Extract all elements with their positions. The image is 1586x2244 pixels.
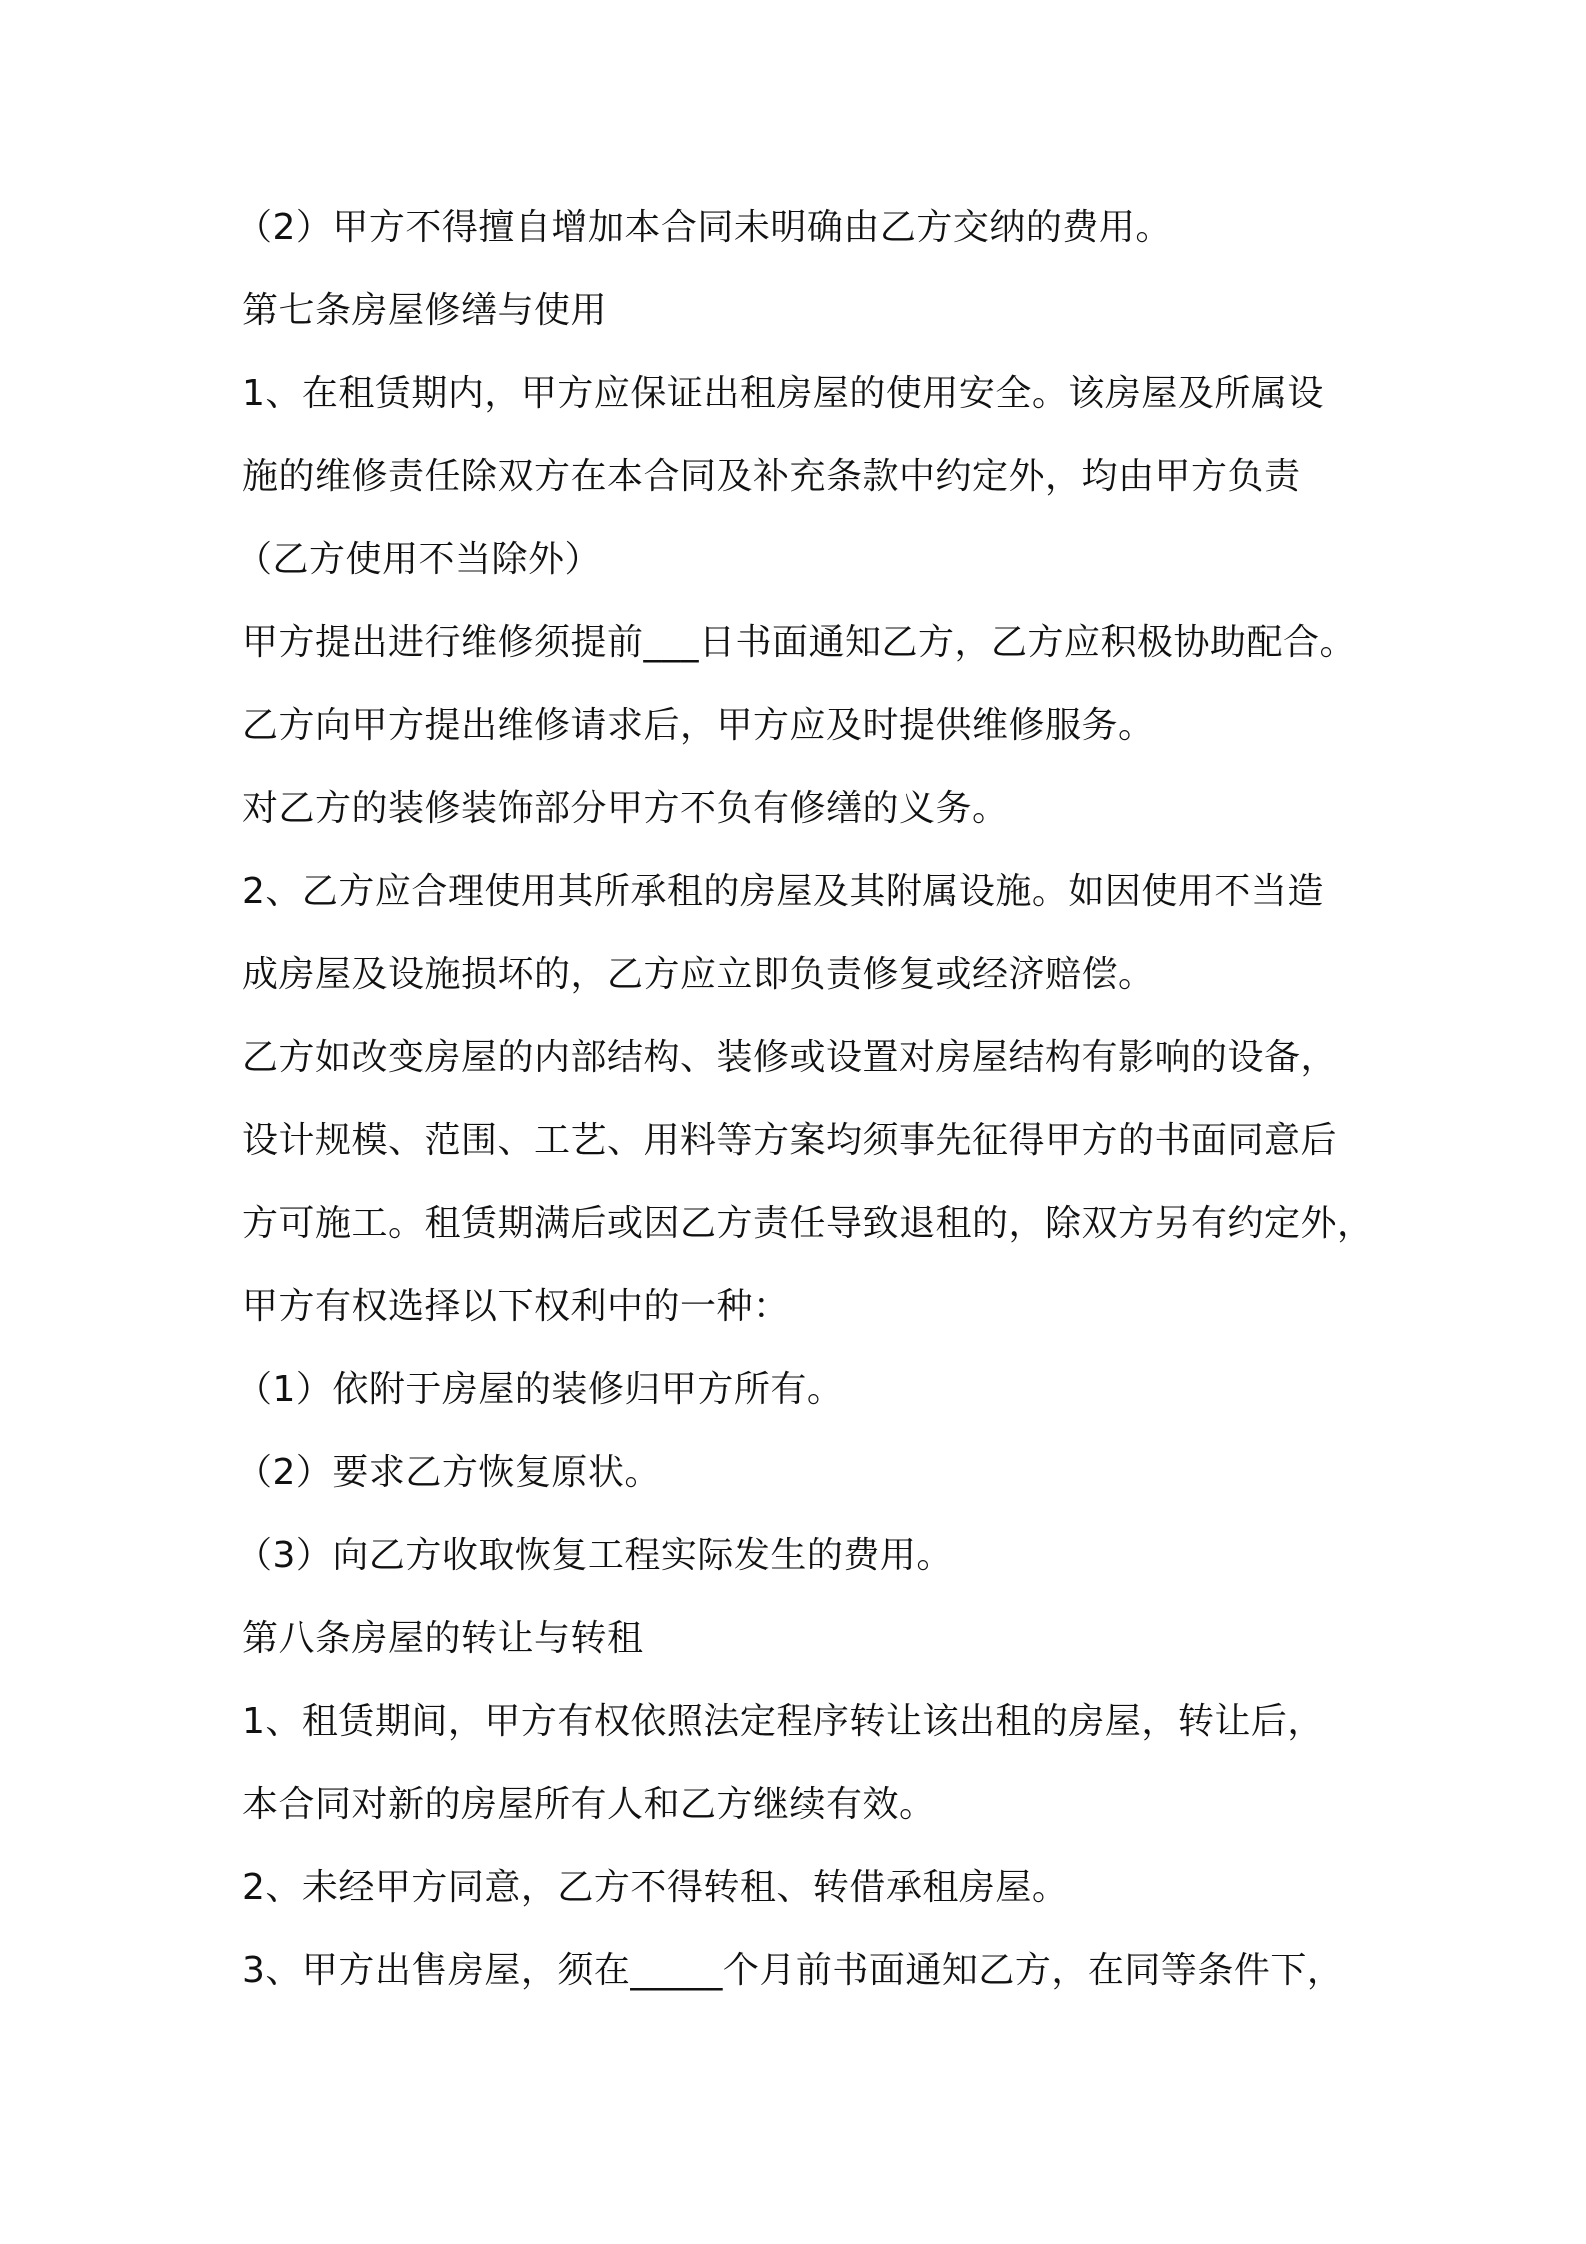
article-7-item-2-line-1: 2、乙方应合理使用其所承租的房屋及其附属设施。如因使用不当造: [242, 871, 1324, 912]
article-7-option-1: （1）依附于房屋的装修归甲方所有。: [236, 1369, 844, 1410]
article-8-item-1-line-2: 本合同对新的房屋所有人和乙方继续有效。: [242, 1784, 936, 1825]
article-7-heading: 第七条房屋修缮与使用: [242, 290, 608, 331]
article-7-decoration-note: 对乙方的装修装饰部分甲方不负有修缮的义务。: [242, 788, 1009, 829]
article-7-structure-line-3: 方可施工。租赁期满后或因乙方责任导致退租的，除双方另有约定外，: [242, 1203, 1374, 1244]
clause-6-item-2: （2）甲方不得擅自增加本合同未明确由乙方交纳的费用。: [236, 207, 1172, 248]
article-7-option-2: （2）要求乙方恢复原状。: [236, 1452, 661, 1493]
article-8-item-3: 3、甲方出售房屋，须在_____个月前书面通知乙方，在同等条件下，: [242, 1950, 1344, 1991]
article-8-heading: 第八条房屋的转让与转租: [242, 1618, 644, 1659]
article-7-repair-request: 乙方向甲方提出维修请求后，甲方应及时提供维修服务。: [242, 705, 1155, 746]
article-7-item-1-line-3: （乙方使用不当除外）: [236, 539, 602, 580]
article-7-option-3: （3）向乙方收取恢复工程实际发生的费用。: [236, 1535, 953, 1576]
article-7-structure-line-4: 甲方有权选择以下权利中的一种：: [242, 1286, 790, 1327]
article-7-item-1-line-2: 施的维修责任除双方在本合同及补充条款中约定外，均由甲方负责: [242, 456, 1301, 497]
article-7-structure-line-2: 设计规模、范围、工艺、用料等方案均须事先征得甲方的书面同意后: [242, 1120, 1338, 1161]
article-7-repair-notice: 甲方提出进行维修须提前___日书面通知乙方，乙方应积极协助配合。: [242, 622, 1357, 663]
article-7-item-1-line-1: 1、在租赁期内，甲方应保证出租房屋的使用安全。该房屋及所属设: [242, 373, 1324, 414]
article-7-structure-line-1: 乙方如改变房屋的内部结构、装修或设置对房屋结构有影响的设备，: [242, 1037, 1338, 1078]
article-8-item-2: 2、未经甲方同意，乙方不得转租、转借承租房屋。: [242, 1867, 1069, 1908]
article-8-item-1-line-1: 1、租赁期间，甲方有权依照法定程序转让该出租的房屋，转让后，: [242, 1701, 1324, 1742]
article-7-item-2-line-2: 成房屋及设施损坏的，乙方应立即负责修复或经济赔偿。: [242, 954, 1155, 995]
